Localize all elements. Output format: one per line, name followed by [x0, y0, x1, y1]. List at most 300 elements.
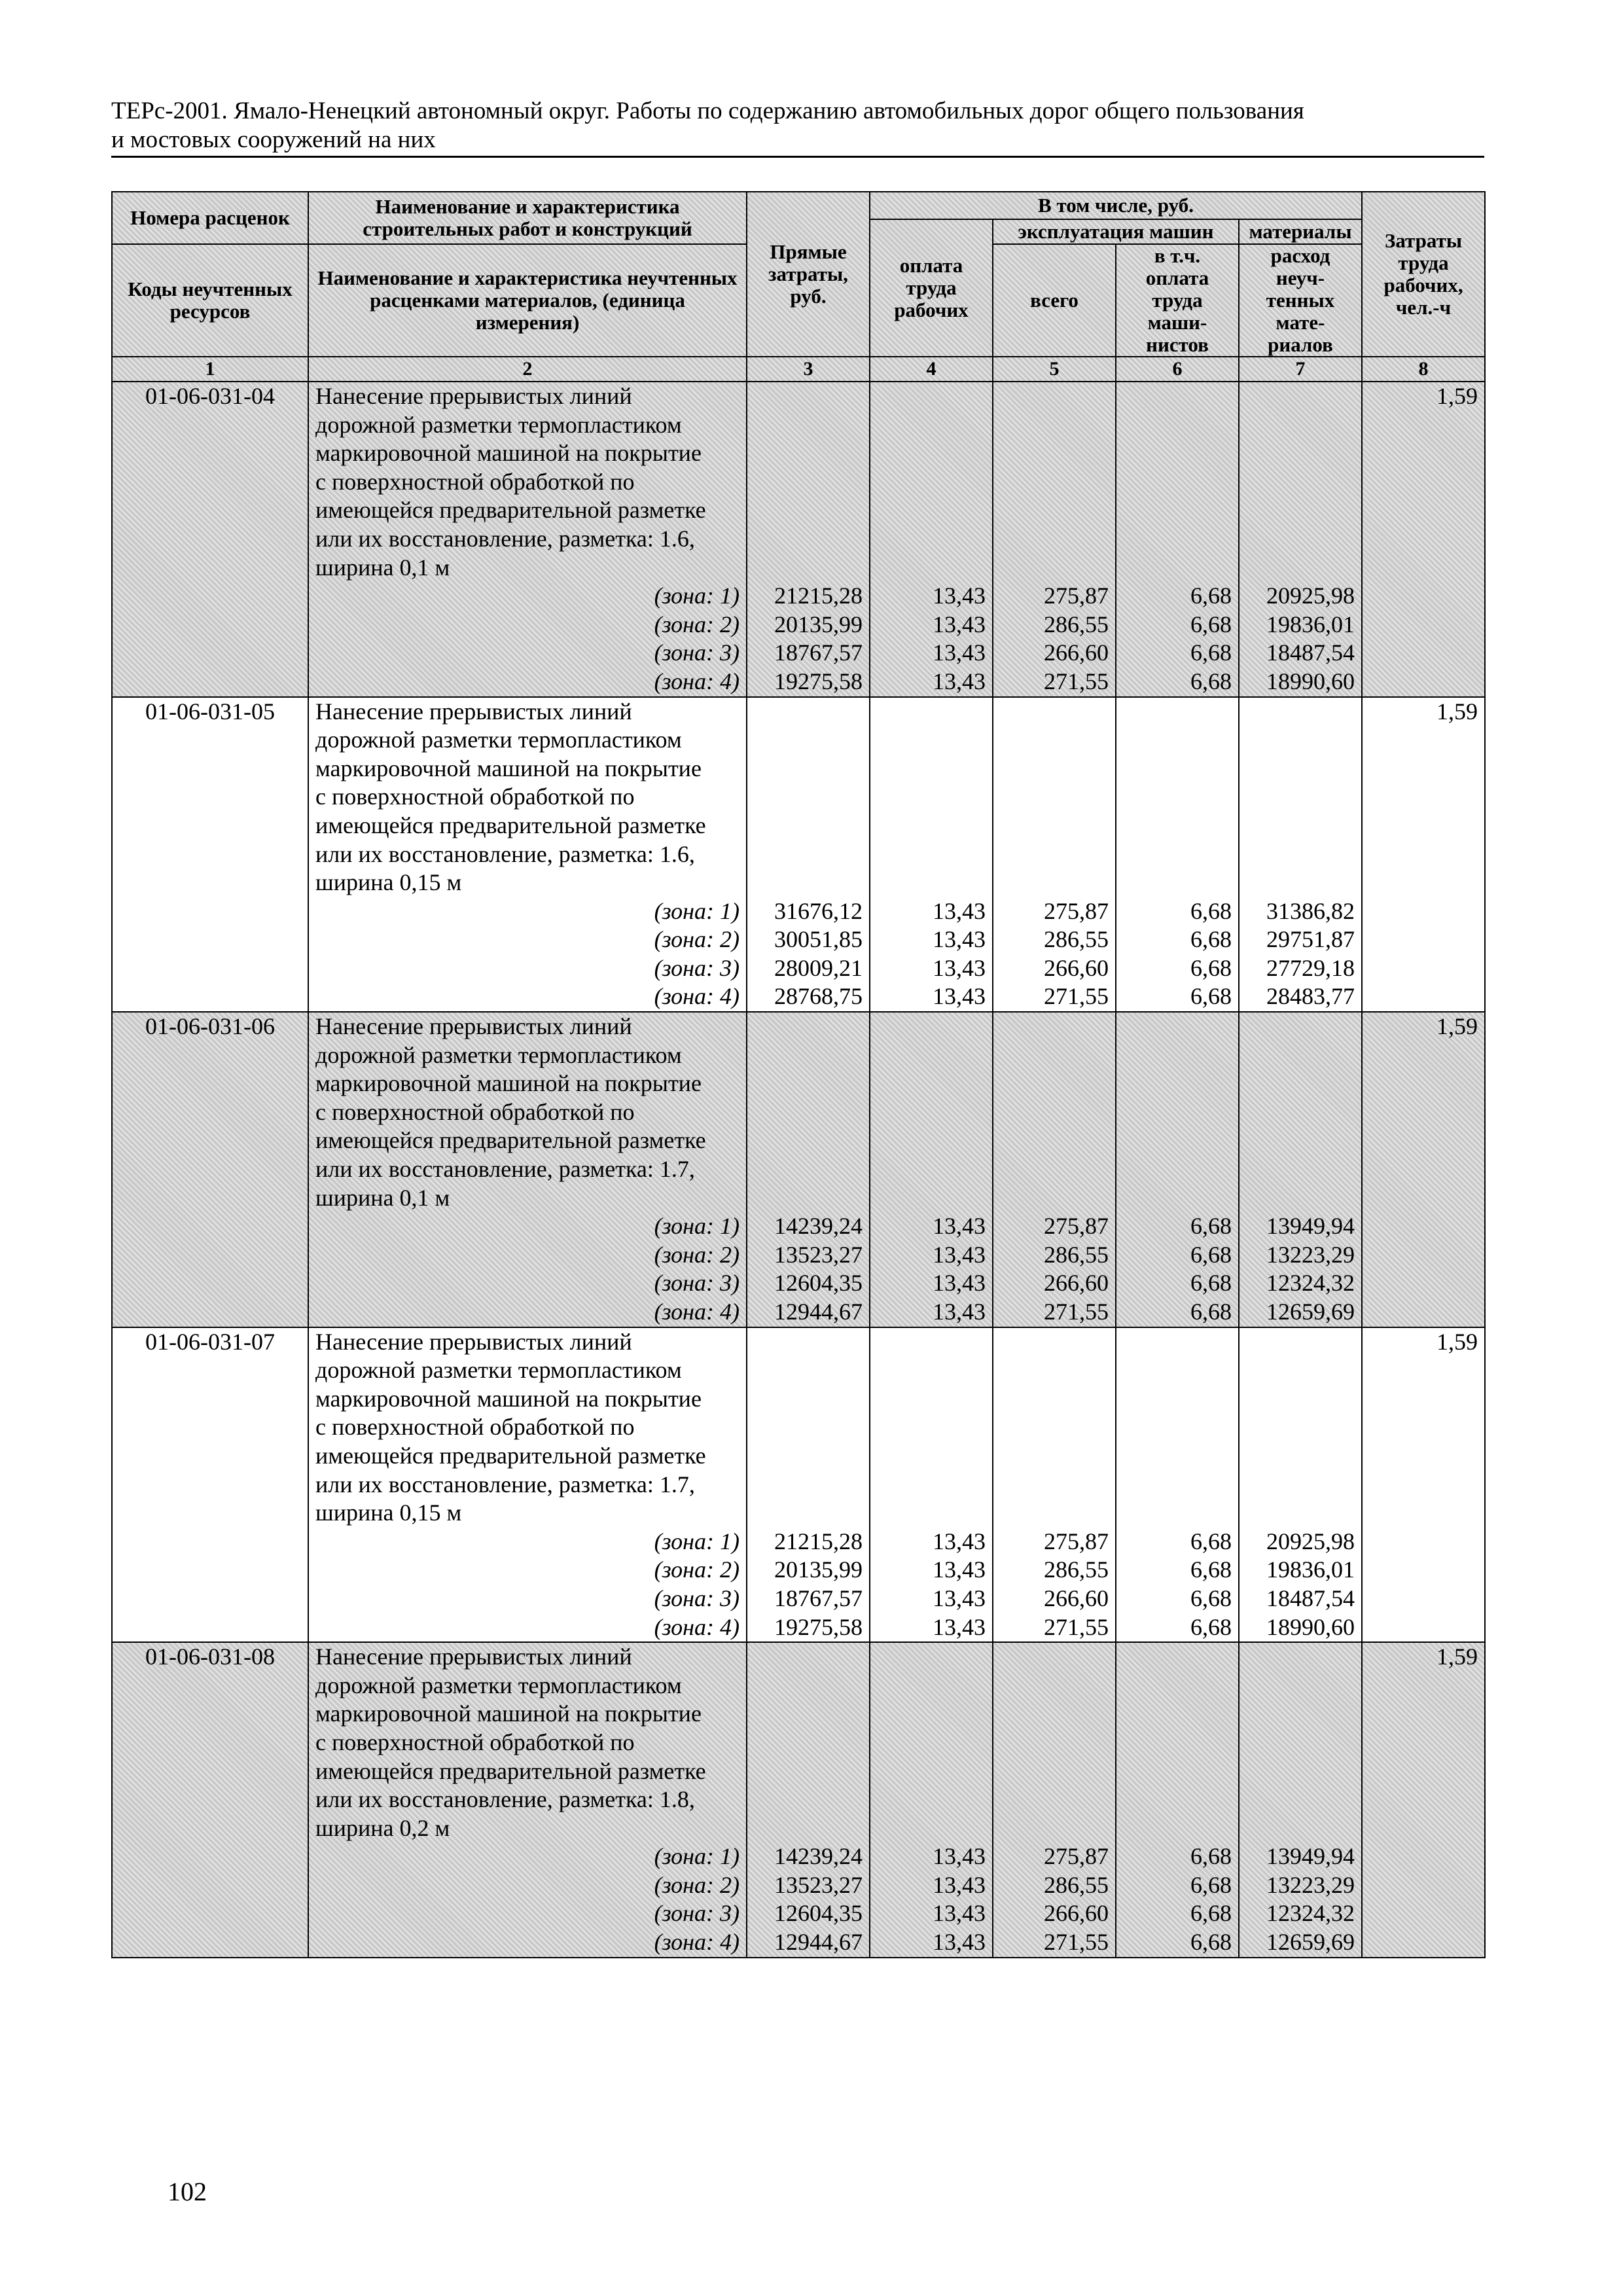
direct-cost-value: 19275,58 [774, 1613, 863, 1640]
description-line: имеющейся предварительной разметке [315, 1757, 706, 1784]
materials-value: 13223,29 [1266, 1871, 1355, 1898]
description-line: Нанесение прерывистых линий [315, 383, 632, 409]
spacer [1246, 698, 1355, 726]
spacer [1123, 1700, 1232, 1729]
spacer [1246, 1098, 1355, 1127]
spacer [877, 1729, 986, 1757]
zone-label: (зона: 1) [654, 1528, 740, 1554]
machines-total-cell [993, 382, 1116, 697]
spacer [1000, 698, 1109, 726]
rate-row [112, 697, 1485, 1013]
spacer [877, 554, 986, 583]
description-line: или их восстановление, разметка: 1.8, [315, 1786, 695, 1813]
description-line: ширина 0,15 м [315, 869, 462, 896]
machinist-wages-value: 6,68 [1190, 983, 1232, 1010]
spacer [754, 1643, 863, 1672]
spacer [1000, 1385, 1109, 1414]
description-line: маркировочной машиной на покрытие [315, 1700, 702, 1727]
spacer [754, 1757, 863, 1786]
spacer [1000, 1069, 1109, 1098]
spacer [754, 755, 863, 783]
rate-code-text: 01-06-031-07 [145, 1328, 275, 1355]
zone-label: (зона: 2) [654, 1871, 740, 1898]
spacer [877, 783, 986, 812]
spacer [1123, 1098, 1232, 1127]
spacer [1000, 525, 1109, 554]
direct-cost-cell [747, 382, 870, 697]
description-line: имеющейся предварительной разметке [315, 812, 706, 838]
materials-value: 20925,98 [1266, 1528, 1355, 1554]
worker-wages-cell [870, 697, 993, 1013]
rate-code [112, 1327, 308, 1643]
materials-cell [1239, 697, 1362, 1013]
spacer [1123, 1729, 1232, 1757]
direct-cost-cell [747, 1642, 870, 1958]
machines-total-value: 271,55 [1044, 983, 1109, 1010]
spacer [1000, 1700, 1109, 1729]
zone-label: (зона: 4) [654, 1929, 740, 1956]
spacer [1123, 1328, 1232, 1357]
spacer [877, 869, 986, 897]
direct-cost-cell [747, 1012, 870, 1327]
spacer [1246, 1729, 1355, 1757]
zone-label: (зона: 2) [654, 926, 740, 953]
spacer [877, 1471, 986, 1499]
worker-wages-value: 13,43 [933, 1213, 986, 1240]
spacer [1246, 783, 1355, 812]
spacer [1000, 1328, 1109, 1357]
direct-cost-value: 13523,27 [774, 1241, 863, 1268]
rate-code-text: 01-06-031-05 [145, 698, 275, 725]
materials-value: 12659,69 [1266, 1929, 1355, 1956]
labor-value: 1,59 [1436, 383, 1478, 409]
description-line: с поверхностной обработкой по [315, 783, 635, 810]
spacer [754, 1814, 863, 1843]
direct-cost-cell [747, 1327, 870, 1643]
description-line: ширина 0,2 м [315, 1814, 450, 1841]
machinist-wages-value: 6,68 [1190, 1556, 1232, 1583]
spacer [1123, 411, 1232, 440]
zone-label: (зона: 3) [654, 1900, 740, 1927]
description-line: с поверхностной обработкой по [315, 1098, 635, 1125]
rate-code [112, 382, 308, 697]
spacer [754, 1126, 863, 1155]
description-line: дорожной разметки термопластиком [315, 411, 682, 438]
spacer [1123, 439, 1232, 468]
spacer [1000, 411, 1109, 440]
col5-header: всего [993, 244, 1116, 357]
materials-value: 28483,77 [1266, 983, 1355, 1010]
spacer [754, 496, 863, 525]
machinist-wages-value: 6,68 [1190, 1613, 1232, 1640]
direct-cost-value: 28768,75 [774, 983, 863, 1010]
header-line-2: и мостовых сооружений на них [111, 126, 436, 153]
spacer [877, 411, 986, 440]
machinist-wages-cell [1116, 382, 1239, 697]
col-number: 5 [993, 357, 1116, 382]
machinist-wages-value: 6,68 [1190, 897, 1232, 924]
spacer [877, 726, 986, 755]
col7-header: расход неуч-тенных мате-риалов [1239, 244, 1362, 357]
col6-header: в т.ч. оплата труда маши-нистов [1116, 244, 1239, 357]
spacer [1000, 439, 1109, 468]
machines-total-value: 271,55 [1044, 1299, 1109, 1325]
labor-cell [1362, 1642, 1485, 1958]
spacer [877, 755, 986, 783]
machinist-wages-cell [1116, 1327, 1239, 1643]
spacer [877, 1069, 986, 1098]
labor-cell [1362, 382, 1485, 697]
spacer [1000, 812, 1109, 840]
col-number: 2 [308, 357, 747, 382]
machinist-wages-value: 6,68 [1190, 639, 1232, 666]
spacer [1246, 1356, 1355, 1385]
table-head [112, 192, 1485, 382]
spacer [1000, 1672, 1109, 1700]
spacer [1246, 496, 1355, 525]
machines-total-value: 275,87 [1044, 1213, 1109, 1240]
machines-total-value: 275,87 [1044, 897, 1109, 924]
rate-row [112, 1012, 1485, 1327]
description-line: маркировочной машиной на покрытие [315, 1070, 702, 1097]
spacer [754, 1471, 863, 1499]
materials-cell [1239, 1327, 1362, 1643]
spacer [1246, 468, 1355, 497]
machinist-wages-cell [1116, 1642, 1239, 1958]
materials-value: 18990,60 [1266, 668, 1355, 694]
col1-bottom-header: Коды неучтенных ресурсов [112, 244, 308, 357]
spacer [1000, 726, 1109, 755]
direct-cost-value: 12604,35 [774, 1900, 863, 1927]
rate-code-text: 01-06-031-04 [145, 383, 275, 409]
description-line: дорожной разметки термопластиком [315, 1357, 682, 1384]
spacer [877, 1013, 986, 1041]
zone-label: (зона: 3) [654, 639, 740, 666]
spacer [1123, 1013, 1232, 1041]
col2-top-header: Наименование и характеристика строительных работ и конструкций [308, 192, 747, 244]
worker-wages-value: 13,43 [933, 1528, 986, 1554]
spacer [754, 1700, 863, 1729]
zone-label: (зона: 2) [654, 611, 740, 637]
spacer [877, 1356, 986, 1385]
zone-label: (зона: 1) [654, 1213, 740, 1240]
direct-cost-value: 12944,67 [774, 1929, 863, 1956]
spacer [877, 1785, 986, 1814]
group-header: В том числе, руб. [870, 192, 1362, 219]
direct-cost-value: 21215,28 [774, 1528, 863, 1554]
spacer [1246, 525, 1355, 554]
rates-table [111, 191, 1486, 1958]
spacer [1123, 1184, 1232, 1213]
worker-wages-value: 13,43 [933, 1871, 986, 1898]
spacer [1000, 1442, 1109, 1471]
zone-label: (зона: 1) [654, 897, 740, 924]
spacer [754, 1155, 863, 1184]
spacer [877, 1184, 986, 1213]
machinist-wages-value: 6,68 [1190, 1213, 1232, 1240]
description-line: имеющейся предварительной разметке [315, 497, 706, 524]
spacer [877, 698, 986, 726]
worker-wages-value: 13,43 [933, 1585, 986, 1611]
machines-total-value: 286,55 [1044, 1871, 1109, 1898]
spacer [1246, 411, 1355, 440]
machinist-wages-cell [1116, 1012, 1239, 1327]
worker-wages-value: 13,43 [933, 1556, 986, 1583]
spacer [1123, 468, 1232, 497]
materials-cell [1239, 1642, 1362, 1958]
spacer [1246, 1785, 1355, 1814]
machines-total-value: 286,55 [1044, 611, 1109, 637]
spacer [877, 1700, 986, 1729]
machinist-wages-value: 6,68 [1190, 1900, 1232, 1927]
machinist-wages-value: 6,68 [1190, 1585, 1232, 1611]
table-body [112, 382, 1485, 1958]
machinist-wages-value: 6,68 [1190, 1843, 1232, 1870]
machines-total-value: 271,55 [1044, 668, 1109, 694]
spacer [754, 869, 863, 897]
spacer [1246, 869, 1355, 897]
zone-label: (зона: 4) [654, 1613, 740, 1640]
direct-cost-value: 21215,28 [774, 583, 863, 609]
direct-cost-value: 13523,27 [774, 1871, 863, 1898]
spacer [1123, 1069, 1232, 1098]
rate-description [308, 697, 747, 1013]
machinist-wages-value: 6,68 [1190, 1929, 1232, 1956]
spacer [1123, 726, 1232, 755]
machinist-wages-value: 6,68 [1190, 954, 1232, 981]
spacer [1246, 1672, 1355, 1700]
direct-cost-value: 12944,67 [774, 1299, 863, 1325]
spacer [877, 1757, 986, 1786]
spacer [1000, 1499, 1109, 1528]
spacer [754, 1328, 863, 1357]
spacer [1246, 1757, 1355, 1786]
spacer [754, 1356, 863, 1385]
spacer [1123, 1672, 1232, 1700]
machinist-wages-value: 6,68 [1190, 1299, 1232, 1325]
spacer [754, 439, 863, 468]
spacer [877, 1126, 986, 1155]
spacer [1000, 1413, 1109, 1442]
rate-description [308, 382, 747, 697]
labor-value: 1,59 [1436, 698, 1478, 725]
col8-header: Затраты труда рабочих, чел.-ч [1362, 192, 1485, 357]
worker-wages-value: 13,43 [933, 668, 986, 694]
spacer [1123, 783, 1232, 812]
spacer [1246, 1413, 1355, 1442]
spacer [1246, 1184, 1355, 1213]
spacer [1246, 1126, 1355, 1155]
spacer [1123, 812, 1232, 840]
spacer [1000, 869, 1109, 897]
description-line: маркировочной машиной на покрытие [315, 440, 702, 467]
description-line: ширина 0,1 м [315, 554, 450, 581]
spacer [1246, 812, 1355, 840]
rate-row [112, 1327, 1485, 1643]
col-number: 8 [1362, 357, 1485, 382]
direct-cost-value: 20135,99 [774, 611, 863, 637]
machines-total-value: 271,55 [1044, 1929, 1109, 1956]
spacer [754, 1069, 863, 1098]
spacer [1246, 1442, 1355, 1471]
worker-wages-cell [870, 1327, 993, 1643]
spacer [1123, 1442, 1232, 1471]
spacer [754, 411, 863, 440]
worker-wages-value: 13,43 [933, 639, 986, 666]
spacer [754, 382, 863, 411]
spacer [754, 554, 863, 583]
spacer [1000, 1126, 1109, 1155]
worker-wages-value: 13,43 [933, 1843, 986, 1870]
spacer [754, 726, 863, 755]
materials-cell [1239, 1012, 1362, 1327]
zone-label: (зона: 2) [654, 1241, 740, 1268]
spacer [1123, 1041, 1232, 1070]
spacer [754, 1672, 863, 1700]
materials-value: 18487,54 [1266, 1585, 1355, 1611]
machines-total-cell [993, 1642, 1116, 1958]
spacer [754, 783, 863, 812]
worker-wages-value: 13,43 [933, 983, 986, 1010]
materials-value: 18487,54 [1266, 639, 1355, 666]
spacer [1123, 1385, 1232, 1414]
spacer [754, 1785, 863, 1814]
spacer [1123, 1471, 1232, 1499]
machines-total-value: 275,87 [1044, 1528, 1109, 1554]
description-line: ширина 0,15 м [315, 1499, 462, 1526]
description-line: имеющейся предварительной разметке [315, 1127, 706, 1154]
machines-total-cell [993, 1012, 1116, 1327]
machines-total-cell [993, 1327, 1116, 1643]
spacer [1000, 1184, 1109, 1213]
spacer [1246, 554, 1355, 583]
spacer [877, 1499, 986, 1528]
spacer [877, 812, 986, 840]
spacer [877, 1442, 986, 1471]
spacer [1000, 1643, 1109, 1672]
worker-wages-value: 13,43 [933, 1613, 986, 1640]
description-line: или их восстановление, разметка: 1.7, [315, 1471, 695, 1498]
machines-total-value: 271,55 [1044, 1613, 1109, 1640]
spacer [1000, 1098, 1109, 1127]
zone-label: (зона: 3) [654, 954, 740, 981]
zone-label: (зона: 4) [654, 983, 740, 1010]
spacer [754, 1184, 863, 1213]
description-line: ширина 0,1 м [315, 1184, 450, 1211]
machines-total-cell [993, 697, 1116, 1013]
spacer [1000, 1155, 1109, 1184]
spacer [1246, 1328, 1355, 1357]
spacer [1000, 1041, 1109, 1070]
rate-code [112, 1012, 308, 1327]
spacer [1000, 1013, 1109, 1041]
machines-total-value: 266,60 [1044, 1585, 1109, 1611]
spacer [1123, 1785, 1232, 1814]
spacer [1000, 382, 1109, 411]
direct-cost-value: 12604,35 [774, 1270, 863, 1297]
labor-value: 1,59 [1436, 1328, 1478, 1355]
direct-cost-value: 14239,24 [774, 1213, 863, 1240]
direct-cost-value: 18767,57 [774, 639, 863, 666]
spacer [1246, 1814, 1355, 1843]
col1-top-header: Номера расценок [112, 192, 308, 244]
spacer [1123, 1126, 1232, 1155]
machinist-wages-value: 6,68 [1190, 1871, 1232, 1898]
spacer [1000, 1471, 1109, 1499]
spacer [1246, 1643, 1355, 1672]
spacer [1246, 726, 1355, 755]
spacer [754, 468, 863, 497]
materials-value: 12324,32 [1266, 1270, 1355, 1297]
materials-value: 18990,60 [1266, 1613, 1355, 1640]
rate-row [112, 382, 1485, 697]
materials-value: 13949,94 [1266, 1213, 1355, 1240]
worker-wages-value: 13,43 [933, 583, 986, 609]
direct-cost-cell [747, 697, 870, 1013]
labor-cell [1362, 697, 1485, 1013]
direct-cost-value: 31676,12 [774, 897, 863, 924]
worker-wages-value: 13,43 [933, 1900, 986, 1927]
zone-label: (зона: 4) [654, 668, 740, 694]
machinist-wages-value: 6,68 [1190, 1270, 1232, 1297]
description-line: Нанесение прерывистых линий [315, 698, 632, 725]
page-number: 102 [168, 2177, 207, 2206]
machines-total-value: 275,87 [1044, 1843, 1109, 1870]
spacer [1246, 1499, 1355, 1528]
materials-value: 13223,29 [1266, 1241, 1355, 1268]
spacer [1123, 554, 1232, 583]
spacer [1000, 1757, 1109, 1786]
machines-total-value: 286,55 [1044, 1241, 1109, 1268]
materials-value: 19836,01 [1266, 1556, 1355, 1583]
spacer [877, 1643, 986, 1672]
machines-total-value: 286,55 [1044, 926, 1109, 953]
spacer [754, 1041, 863, 1070]
machines-total-value: 275,87 [1044, 583, 1109, 609]
zone-label: (зона: 2) [654, 1556, 740, 1583]
description-line: имеющейся предварительной разметке [315, 1442, 706, 1469]
spacer [1246, 439, 1355, 468]
machinist-wages-value: 6,68 [1190, 583, 1232, 609]
machinist-wages-value: 6,68 [1190, 611, 1232, 637]
description-line: Нанесение прерывистых линий [315, 1013, 632, 1040]
worker-wages-value: 13,43 [933, 611, 986, 637]
spacer [754, 1442, 863, 1471]
spacer [754, 1413, 863, 1442]
machinist-wages-value: 6,68 [1190, 1241, 1232, 1268]
spacer [1123, 1356, 1232, 1385]
spacer [1123, 840, 1232, 869]
spacer [1000, 755, 1109, 783]
spacer [877, 840, 986, 869]
spacer [1123, 382, 1232, 411]
spacer [1000, 1785, 1109, 1814]
rate-description [308, 1327, 747, 1643]
spacer [877, 525, 986, 554]
description-line: Нанесение прерывистых линий [315, 1328, 632, 1355]
spacer [754, 525, 863, 554]
spacer [877, 1672, 986, 1700]
description-line: или их восстановление, разметка: 1.7, [315, 1156, 695, 1183]
col2-bottom-header: Наименование и характеристика неучтенных расценками материалов, (единица измерения) [308, 244, 747, 357]
spacer [1246, 1041, 1355, 1070]
machines-header: эксплуатация машин [993, 219, 1239, 244]
rate-description [308, 1012, 747, 1327]
worker-wages-cell [870, 382, 993, 697]
machinist-wages-value: 6,68 [1190, 926, 1232, 953]
spacer [1000, 554, 1109, 583]
direct-cost-value: 18767,57 [774, 1585, 863, 1611]
